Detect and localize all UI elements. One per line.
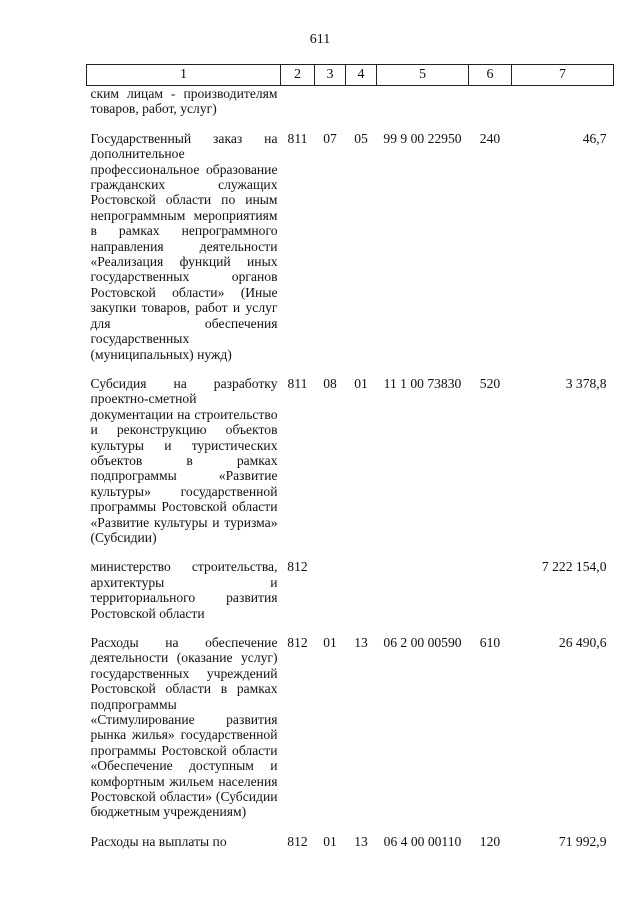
header-col-3: 3 xyxy=(315,65,346,86)
header-col-5: 5 xyxy=(377,65,469,86)
row-amount: 71 992,9 xyxy=(558,833,607,849)
row-description: Расходы на обеспечение деятельности (оказание услуг) государственных учреждений Ростовской области в рамках подпрограммы «Стимулирование развития рынка жилья» государственной программы Ростовской области «Обеспечение доступным и комфортным жильем населения Ростовской области» (Субсидии бюджетным учреждениям) xyxy=(90,635,278,820)
header-row xyxy=(87,65,614,86)
budget-table xyxy=(86,64,614,849)
row-subsection: 05 xyxy=(354,130,368,146)
header-col-4: 4 xyxy=(346,65,377,86)
row-target-article: 11 1 00 73830 xyxy=(383,375,462,391)
row-section: 01 xyxy=(323,635,337,650)
row-expense-type: 520 xyxy=(479,375,501,391)
row-amount: 46,7 xyxy=(582,130,607,146)
header-col-2: 2 xyxy=(281,65,315,86)
row-amount: 3 378,8 xyxy=(565,375,607,391)
header-col-6: 6 xyxy=(469,65,512,86)
header-col-7: 7 xyxy=(512,65,614,86)
row-expense-type: 240 xyxy=(479,130,501,146)
row-description: министерство строительства, архитектуры и территориального развития Ростовской области xyxy=(90,559,278,621)
row-description: ским лицам - производителям товаров, работ, услуг) xyxy=(90,86,278,117)
header-col-1: 1 xyxy=(87,65,281,86)
table-row xyxy=(87,834,614,849)
row-expense-type xyxy=(469,559,512,621)
row-section xyxy=(315,86,346,117)
table-row xyxy=(87,86,614,117)
row-subsection: 13 xyxy=(354,833,368,849)
row-description: Субсидия на разработку проектно-сметной документации на строительство и реконструкцию объектов культуры и туристических объектов в рамках подпрограммы «Развитие культуры» государственной программы Ростовской области «Развитие культуры и туризма» (Субсидии) xyxy=(90,375,278,545)
row-description: Государственный заказ на дополнительное профессиональное образование гражданских служащих Ростовской области по иным непрограммным мероприятиям в рамках непрограммного направления деятельности «Реализация функций иных государственных органов Ростовской области» (Иные закупки товаров, работ и услуг для обеспечения государственных (муниципальных) нужд) xyxy=(90,130,278,362)
row-target-article xyxy=(377,559,469,621)
row-expense-type xyxy=(469,86,512,117)
row-admin-code: 811 xyxy=(287,375,308,391)
row-section: 08 xyxy=(323,375,337,391)
row-subsection: 13 xyxy=(354,635,368,650)
row-subsection xyxy=(346,559,377,621)
row-amount: 7 222 154,0 xyxy=(541,559,607,575)
row-expense-type: 610 xyxy=(479,635,501,650)
table-row xyxy=(87,559,614,621)
row-target-article xyxy=(377,86,469,117)
row-section: 07 xyxy=(323,130,337,146)
row-target-article: 99 9 00 22950 xyxy=(383,130,462,146)
table-row xyxy=(87,376,614,545)
row-target-article: 06 2 00 00590 xyxy=(383,635,462,650)
row-section: 01 xyxy=(323,833,337,849)
row-description: Расходы на выплаты по xyxy=(90,833,227,849)
row-amount: 26 490,6 xyxy=(558,635,607,650)
page-number: 611 xyxy=(309,32,331,47)
row-amount xyxy=(512,86,614,117)
row-admin-code: 811 xyxy=(287,130,308,146)
row-target-article: 06 4 00 00110 xyxy=(383,833,462,849)
row-admin-code xyxy=(281,86,315,117)
row-expense-type: 120 xyxy=(479,833,501,849)
row-admin-code: 812 xyxy=(287,559,308,575)
row-admin-code: 812 xyxy=(287,635,308,650)
table-row xyxy=(87,131,614,362)
row-subsection xyxy=(346,86,377,117)
row-admin-code: 812 xyxy=(287,833,308,849)
row-section xyxy=(315,559,346,621)
row-subsection: 01 xyxy=(354,375,368,391)
table-row xyxy=(87,635,614,820)
